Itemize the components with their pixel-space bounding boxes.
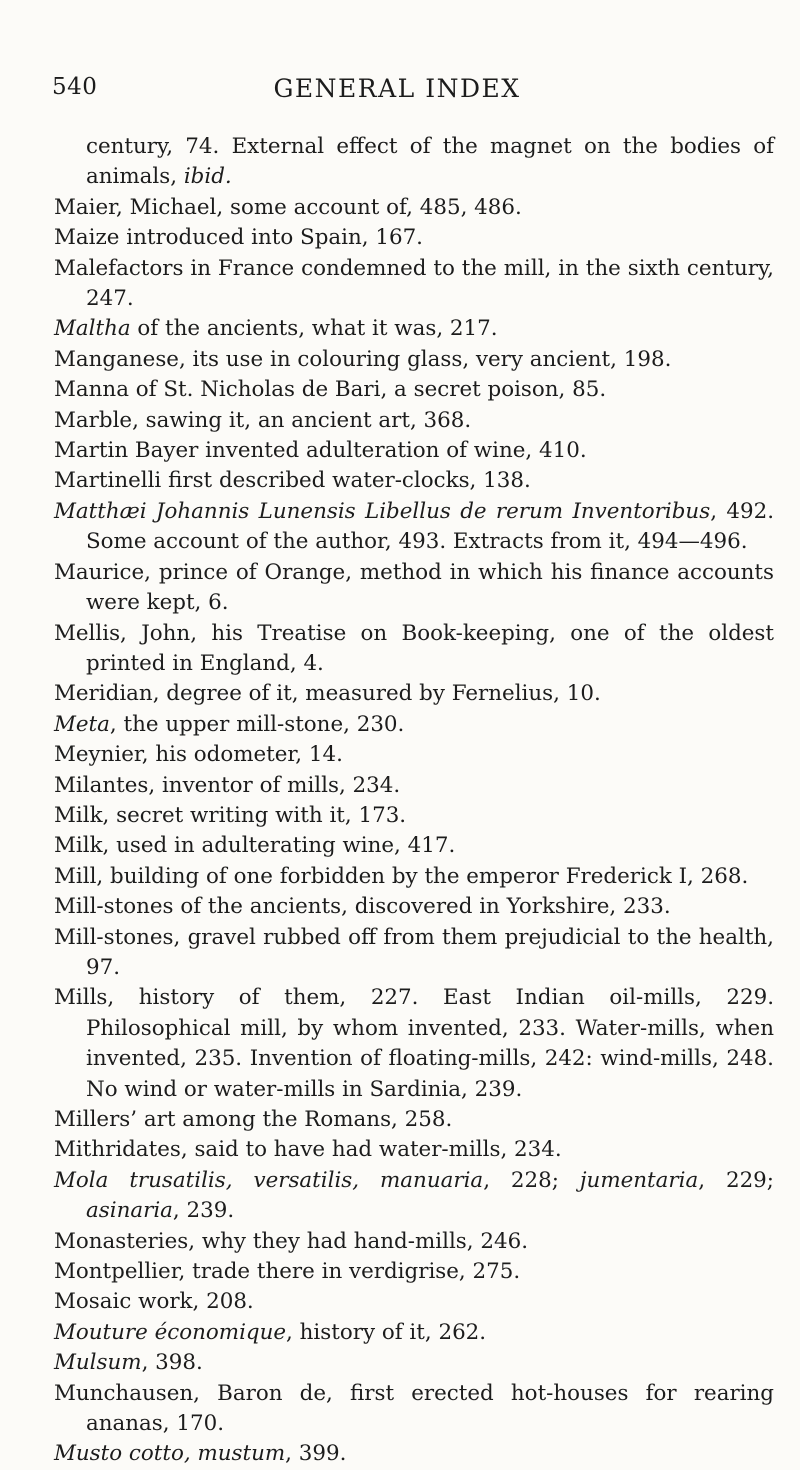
- entry-text: Mosaic work, 208.: [54, 1289, 254, 1315]
- entry-text: , 229;: [698, 1167, 774, 1193]
- entry-italic-text: asinaria: [86, 1198, 173, 1224]
- entry-text: , history of it, 262.: [286, 1319, 487, 1345]
- index-entry: [54, 619, 774, 680]
- index-entry: [54, 862, 774, 892]
- entry-text: Milk, secret writing with it, 173.: [54, 802, 407, 828]
- index-entry: [54, 1287, 774, 1317]
- index-entry: [54, 983, 774, 1105]
- entry-text: Martinelli first described water-clocks, 138.: [54, 468, 531, 494]
- entry-text: , 398.: [141, 1350, 203, 1376]
- entry-text: Manna of St. Nicholas de Bari, a secret poison, 85.: [54, 377, 607, 403]
- entry-text: Monasteries, why they had hand-mills, 246.: [54, 1228, 528, 1254]
- index-entry: [54, 497, 774, 558]
- running-title: GENERAL INDEX: [273, 74, 521, 103]
- index-entry: [54, 1439, 774, 1469]
- index-entry: [54, 1135, 774, 1165]
- entry-text: Meynier, his odometer, 14.: [54, 742, 343, 768]
- entry-text: of the ancients, what it was, 217.: [130, 316, 498, 342]
- index-entry: [54, 1257, 774, 1287]
- entry-text: , 228;: [483, 1167, 580, 1193]
- entry-italic-text: Mouture économique: [54, 1319, 287, 1345]
- index-entry: [54, 771, 774, 801]
- entry-text: Mill-stones of the ancients, discovered in Yorkshire, 233.: [54, 894, 671, 920]
- index-entry: [54, 466, 774, 496]
- entry-text: Millers’ art among the Romans, 258.: [54, 1107, 453, 1132]
- entry-text: , 492. Some account of the author, 493. Extracts from it, 494—496.: [86, 498, 774, 555]
- index-entry: [54, 193, 774, 223]
- index-entry: [54, 923, 774, 984]
- entry-text: Maier, Michael, some account of, 485, 486.: [54, 194, 522, 220]
- entry-text: Mithridates, said to have had water-mills, 234.: [54, 1137, 562, 1163]
- entry-text: Meridian, degree of it, measured by Fernelius, 10.: [54, 681, 601, 707]
- index-entry: [54, 1318, 774, 1348]
- entry-text: Mellis, John, his Treatise on Book-keeping, one of the oldest printed in England, 4.: [54, 620, 774, 676]
- entry-italic-text: Mulsum: [54, 1350, 142, 1376]
- entry-text: Marble, sawing it, an ancient art, 368.: [54, 407, 472, 433]
- entry-italic-text: Mola trusatilis, versatilis, manuaria: [54, 1167, 484, 1193]
- index-entry: [54, 1348, 774, 1378]
- entry-text: Maize introduced into Spain, 167.: [54, 225, 423, 251]
- page-header: [52, 70, 742, 110]
- entry-text: Mill-stones, gravel rubbed off from them prejudicial to the health, 97.: [54, 924, 774, 980]
- entry-text: Malefactors in France condemned to the mill, in the sixth century, 247.: [54, 255, 774, 312]
- index-entry: [54, 892, 774, 922]
- entry-text: Mill, building of one forbidden by the emperor Frederick I, 268.: [54, 863, 749, 889]
- entry-text: Martin Bayer invented adulteration of wine, 410.: [54, 438, 587, 464]
- entry-italic-text: Meta: [54, 711, 110, 737]
- index-entry: [54, 436, 774, 466]
- index-entry: [54, 406, 774, 436]
- entry-italic-text: ibid.: [183, 164, 232, 190]
- entry-italic-text: Matthæi Johannis Lunensis Libellus de rerum Inventoribus: [54, 498, 711, 524]
- index-entry: [54, 1227, 774, 1257]
- entry-italic-text: Maltha: [54, 316, 131, 342]
- entry-italic-text: Musto cotto, mustum: [54, 1441, 286, 1467]
- index-entry: [54, 1105, 774, 1135]
- index-entry: [54, 223, 774, 253]
- entry-text: , 399.: [285, 1441, 347, 1467]
- entry-text: Mills, history of them, 227. East Indian oil-mills, 229. Philosophical mill, by whom invented, 233. Water-mills, when invented, 235. Invention of floating-mills, 242: wind-mills, 248. No wind or water-mills in Sardinia, 239.: [54, 985, 774, 1102]
- index-entries: [54, 132, 774, 1470]
- index-entry: [54, 1379, 774, 1440]
- entry-text: Milk, used in adulterating wine, 417.: [54, 833, 456, 859]
- entry-text: Maurice, prince of Orange, method in which his finance accounts were kept, 6.: [54, 559, 774, 616]
- page-number: 540: [52, 74, 98, 100]
- entry-text: Montpellier, trade there in verdigrise, 275.: [54, 1259, 521, 1285]
- index-entry: [54, 254, 774, 315]
- index-entry: [54, 710, 774, 740]
- entry-text: Munchausen, Baron de, first erected hot-houses for rearing ananas, 170.: [54, 1380, 774, 1437]
- index-entry: [54, 345, 774, 375]
- entry-text: Manganese, its use in colouring glass, very ancient, 198.: [54, 346, 672, 372]
- entry-text: century, 74. External effect of the magnet on the bodies of animals,: [86, 134, 774, 190]
- index-entry: [54, 314, 774, 344]
- entry-italic-text: jumentaria: [579, 1167, 699, 1193]
- entry-text: , 239.: [172, 1198, 235, 1224]
- index-entry: [54, 132, 774, 193]
- entry-text: , the upper mill-stone, 230.: [109, 711, 405, 737]
- index-entry: [54, 1166, 774, 1227]
- index-entry: [54, 558, 774, 619]
- index-entry: [54, 375, 774, 405]
- index-entry: [54, 831, 774, 861]
- index-entry: [54, 679, 774, 709]
- index-entry: [54, 801, 774, 831]
- index-entry: [54, 740, 774, 770]
- entry-text: Milantes, inventor of mills, 234.: [54, 772, 401, 798]
